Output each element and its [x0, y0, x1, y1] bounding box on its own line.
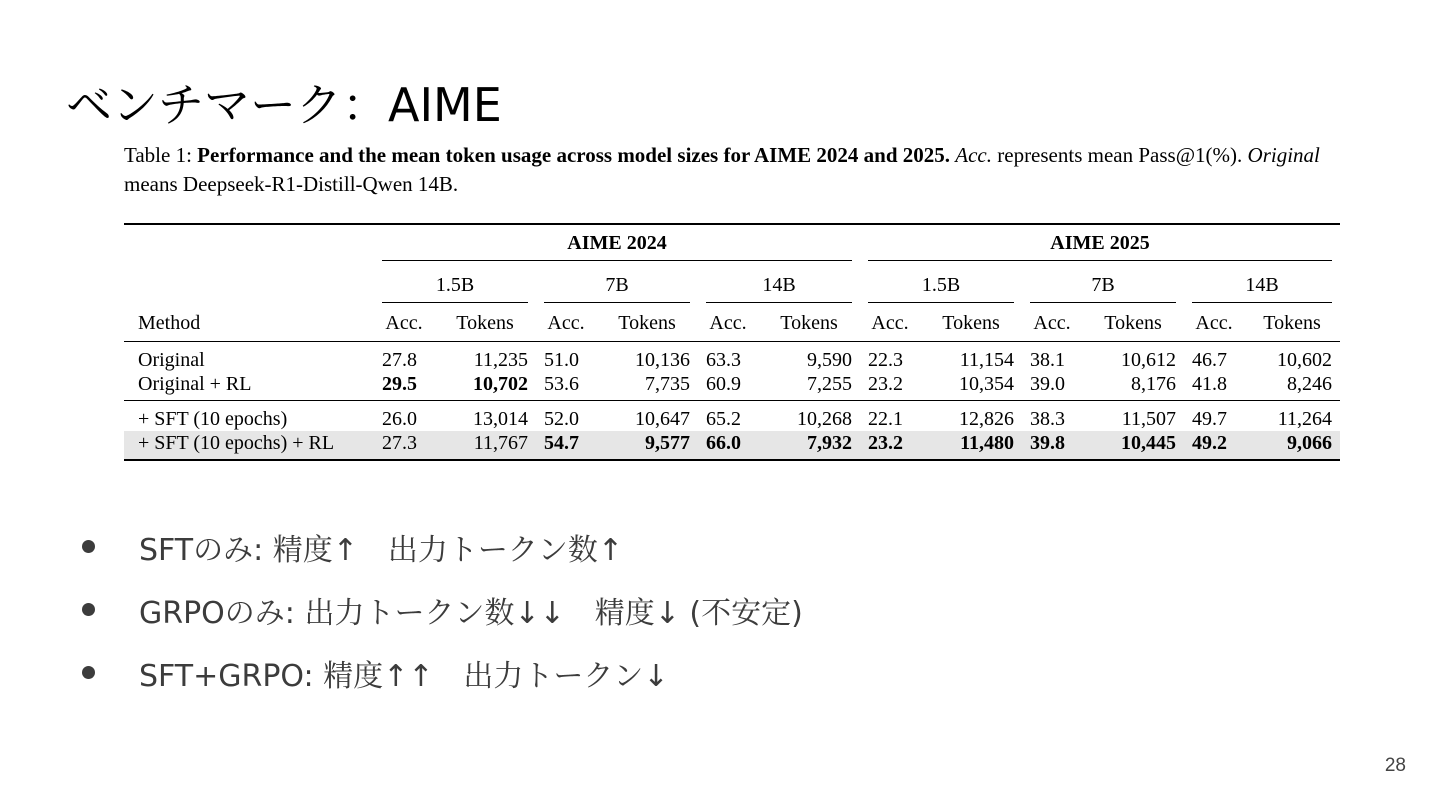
- tokens-cell: 13,014: [434, 401, 536, 432]
- acc-cell: 23.2: [868, 373, 903, 395]
- size-header-row: [124, 267, 1340, 305]
- tokens-cell: 10,354: [959, 373, 1014, 395]
- tokens-cell: 10,647: [596, 401, 698, 432]
- method-header: Method: [124, 305, 374, 342]
- empty-corner: [124, 267, 374, 305]
- acc-cell: 39.8: [1022, 431, 1082, 460]
- tokens-cell: 10,445: [1082, 431, 1184, 460]
- bullet-text: SFT+GRPO: 精度↑↑ 出力トークン↓: [139, 658, 669, 694]
- tokens-cell: 7,255: [807, 373, 852, 395]
- size-header: 14B: [1184, 267, 1340, 305]
- acc-cell: 39.0: [1030, 373, 1065, 395]
- caption-bold-title: Performance and the mean token usage across model sizes for AIME 2024 and 2025.: [197, 143, 951, 167]
- caption-acc-text: represents mean Pass@1(%).: [992, 143, 1248, 167]
- size-header: 7B: [1022, 267, 1184, 305]
- group-header-aime-2025: AIME 2025: [860, 224, 1340, 267]
- bullet-item: [78, 515, 803, 578]
- table-row: [124, 342, 1340, 373]
- bullet-text: SFTのみ: 精度↑ 出力トークン数↑: [139, 532, 624, 568]
- method-cell: Original: [138, 349, 205, 371]
- bullet-dot-icon: [82, 603, 95, 616]
- bullet-item: [78, 641, 803, 704]
- acc-cell: 53.6: [544, 373, 579, 395]
- acc-header: Acc.: [374, 305, 434, 342]
- acc-cell: 27.8: [382, 349, 417, 371]
- acc-cell: 63.3: [706, 349, 741, 371]
- table-caption: [124, 141, 1324, 199]
- acc-cell: 46.7: [1192, 349, 1227, 371]
- caption-acc-term: Acc.: [955, 143, 992, 167]
- bullet-item: [78, 578, 803, 641]
- results-table: [124, 223, 1340, 461]
- acc-header: Acc.: [536, 305, 596, 342]
- acc-cell: 52.0: [536, 401, 596, 432]
- acc-cell: 41.8: [1192, 373, 1227, 395]
- slide-title: ベンチマーク：AIME: [66, 77, 502, 132]
- acc-cell: 66.0: [698, 431, 758, 460]
- table-body: [124, 342, 1340, 461]
- tokens-header: Tokens: [434, 305, 536, 342]
- caption-prefix: Table 1:: [124, 143, 198, 167]
- tokens-cell: 9,590: [807, 349, 852, 371]
- table-row: [124, 372, 1340, 401]
- empty-corner: [124, 224, 374, 267]
- tokens-header: Tokens: [758, 305, 860, 342]
- acc-cell: 38.3: [1022, 401, 1082, 432]
- tokens-cell: 10,268: [758, 401, 860, 432]
- caption-original-text: means Deepseek-R1-Distill-Qwen 14B.: [124, 172, 459, 196]
- tokens-cell: 10,602: [1277, 349, 1332, 371]
- acc-header: Acc.: [698, 305, 758, 342]
- tokens-cell: 10,136: [635, 349, 690, 371]
- acc-cell: 27.3: [374, 431, 434, 460]
- bullet-list: [78, 515, 803, 704]
- method-cell: + SFT (10 epochs) + RL: [124, 431, 374, 460]
- tokens-cell: 10,612: [1121, 349, 1176, 371]
- acc-cell: 22.1: [860, 401, 920, 432]
- tokens-cell: 7,735: [645, 373, 690, 395]
- tokens-header: Tokens: [596, 305, 698, 342]
- acc-header: Acc.: [1184, 305, 1244, 342]
- size-header: 1.5B: [860, 267, 1022, 305]
- tokens-cell: 11,235: [473, 349, 528, 371]
- tokens-cell: 11,154: [959, 349, 1014, 371]
- method-cell: + SFT (10 epochs): [124, 401, 374, 432]
- metric-header-row: [124, 305, 1340, 342]
- size-header: 7B: [536, 267, 698, 305]
- acc-cell: 38.1: [1030, 349, 1065, 371]
- tokens-cell: 9,577: [596, 431, 698, 460]
- tokens-cell: 11,767: [434, 431, 536, 460]
- acc-cell: 26.0: [374, 401, 434, 432]
- tokens-cell: 9,066: [1244, 431, 1340, 460]
- table-row: [124, 401, 1340, 432]
- tokens-cell: 7,932: [758, 431, 860, 460]
- group-header-row: [124, 224, 1340, 267]
- tokens-cell: 11,264: [1244, 401, 1340, 432]
- acc-cell: 60.9: [706, 373, 741, 395]
- bullet-text: GRPOのみ: 出力トークン数↓↓ 精度↓ (不安定): [139, 595, 803, 631]
- bullet-dot-icon: [82, 540, 95, 553]
- tokens-header: Tokens: [920, 305, 1022, 342]
- tokens-cell: 8,246: [1287, 373, 1332, 395]
- bullet-dot-icon: [82, 666, 95, 679]
- method-cell: Original + RL: [138, 373, 252, 395]
- acc-cell: 51.0: [544, 349, 579, 371]
- acc-header: Acc.: [1022, 305, 1082, 342]
- acc-cell: 29.5: [382, 373, 417, 395]
- group-header-aime-2024: AIME 2024: [374, 224, 860, 267]
- tokens-cell: 11,507: [1082, 401, 1184, 432]
- page-number: 28: [1384, 755, 1406, 776]
- tokens-cell: 8,176: [1131, 373, 1176, 395]
- tokens-header: Tokens: [1244, 305, 1340, 342]
- size-header: 1.5B: [374, 267, 536, 305]
- acc-cell: 65.2: [698, 401, 758, 432]
- acc-cell: 49.7: [1184, 401, 1244, 432]
- acc-cell: 22.3: [868, 349, 903, 371]
- table-row: [124, 431, 1340, 460]
- acc-cell: 49.2: [1184, 431, 1244, 460]
- tokens-cell: 12,826: [920, 401, 1022, 432]
- acc-cell: 54.7: [536, 431, 596, 460]
- tokens-header: Tokens: [1082, 305, 1184, 342]
- acc-header: Acc.: [860, 305, 920, 342]
- caption-original-term: Original: [1247, 143, 1320, 167]
- size-header: 14B: [698, 267, 860, 305]
- tokens-cell: 11,480: [920, 431, 1022, 460]
- acc-cell: 23.2: [860, 431, 920, 460]
- tokens-cell: 10,702: [473, 373, 528, 395]
